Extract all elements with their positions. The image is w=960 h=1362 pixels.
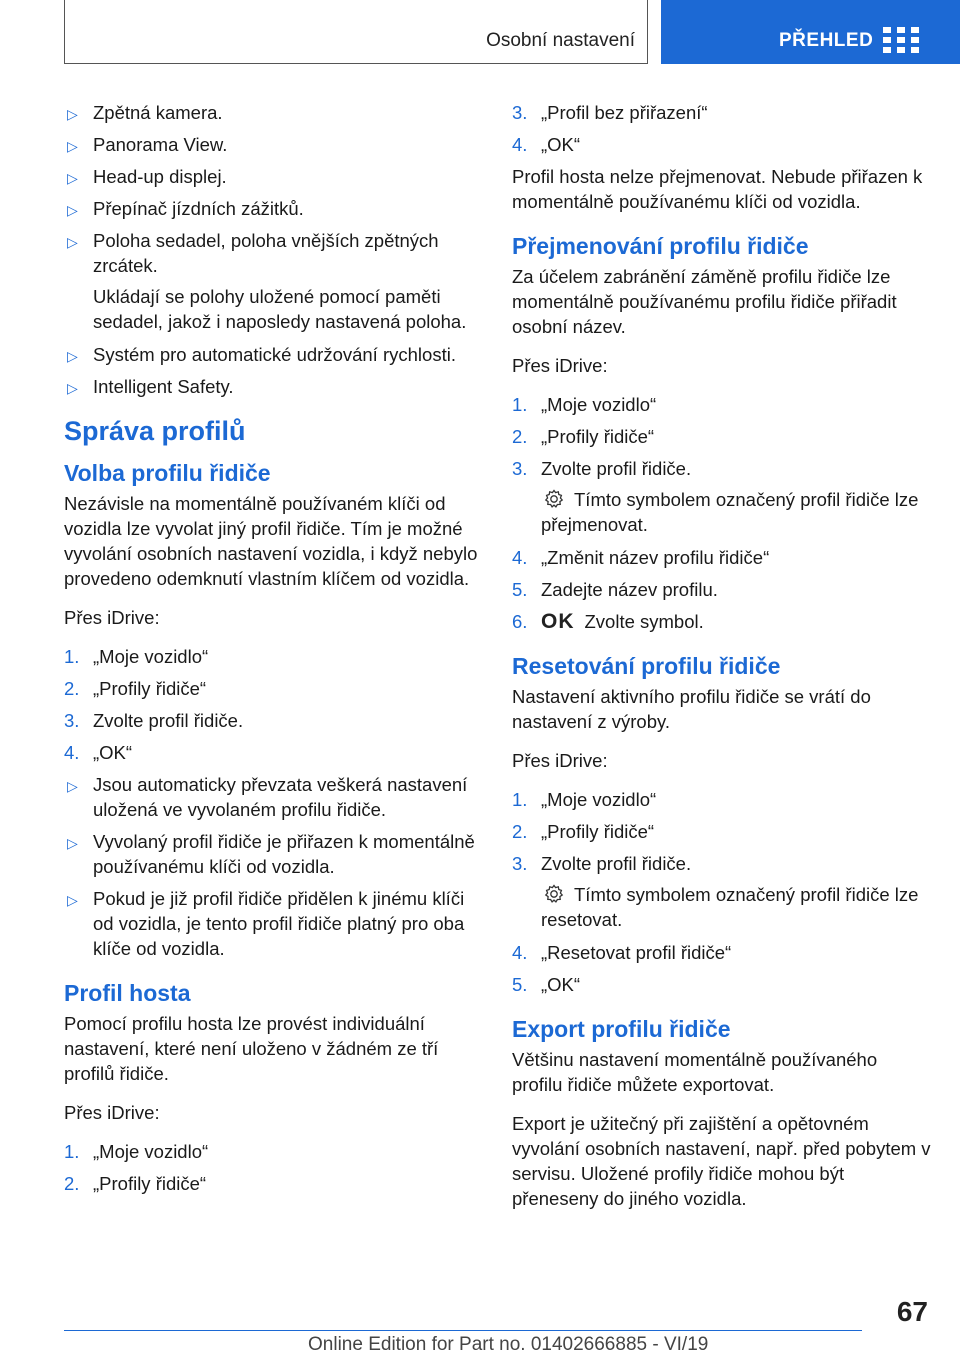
step-item: 4. „Resetovat profil řidiče“ [512,942,732,963]
list-item: ▷ Přepínač jízdních zážitků. [64,196,484,221]
triangle-icon: ▷ [67,202,78,218]
result-item: ▷ Vyvolaný profil řidiče je přiřazen k momentálně používanému klíči od vozidla. [67,831,475,877]
section-tab [64,0,648,64]
step-item: 3. Zvolte profil řidiče. [512,458,692,479]
paragraph: Většinu nastavení momentálně používaného profilu řidiče můžete exportovat. [512,1049,878,1095]
section-heading: Export profilu řidiče [512,1016,731,1042]
result-item: ▷ Jsou automaticky převzata veškerá nastavení uložená ve vyvolaném profilu řidiče. [67,774,468,820]
paragraph: Přes iDrive: [64,1102,160,1123]
section-heading: Přejmenování profilu řidiče [512,233,809,259]
section-heading: Volba profilu řidiče [64,460,271,486]
triangle-icon: ▷ [67,835,78,851]
triangle-icon: ▷ [67,234,78,250]
page-number: 67 [896,1296,928,1327]
step-item: 1. „Moje vozidlo“ [64,1141,209,1162]
list-item: ▷ Panorama View. [64,132,484,157]
triangle-icon: ▷ [67,170,78,186]
step-item: 4. „OK“ [64,742,133,763]
paragraph: Přes iDrive: [512,355,608,376]
triangle-icon: ▷ [67,380,78,396]
list-item: ▷ Intelligent Safety. [64,374,484,399]
gear-icon [543,488,565,510]
step-item: 2. „Profily řidiče“ [512,426,655,447]
step-item: 1. „Moje vozidlo“ [512,789,657,810]
paragraph: Export je užitečný při zajištění a opětovném vyvolání osobních nastavení, např. před pobytem v servisu. Uložené profily řidiče mohou být přeneseny do jiného vozidla. [512,1113,931,1209]
section-heading: Resetování profilu řidiče [512,653,781,679]
right-column [512,100,932,1225]
triangle-icon: ▷ [67,138,78,154]
section-title: Osobní nastavení [486,30,635,51]
list-item: ▷ Poloha sedadel, poloha vnějších zpětných zrcátek. [67,230,439,276]
step-item: 1. „Moje vozidlo“ [512,394,657,415]
step-item: 5. Zadejte název profilu. [512,579,718,600]
list-item: ▷ Head-up displej. [64,164,484,189]
section-heading: Profil hosta [64,980,191,1006]
bullet-note: Ukládají se polohy uložené pomocí paměti sedadel, jakož i naposledy nastavená poloha. [93,286,467,332]
left-column [64,100,484,1203]
step-item: 2. „Profily řidiče“ [512,821,655,842]
symbol-note: Tímto symbolem označený profil řidiče lze přejmenovat. [541,489,919,535]
triangle-icon: ▷ [67,348,78,364]
edition-note: Online Edition for Part no. 01402666885 - VI/19 [308,1334,709,1355]
list-item: ▷ Zpětná kamera. [64,100,484,125]
result-item: ▷ Pokud je již profil řidiče přidělen k jinému klíči od vozidla, je tento profil řidiče platný pro oba klíče od vozidla. [67,888,465,959]
paragraph: Pomocí profilu hosta lze provést individuální nastavení, které není uloženo v žádném ze tří profilů řidiče. [64,1013,439,1084]
step-item: 2. „Profily řidiče“ [64,1173,207,1194]
step-item: 6. OK Zvolte symbol. [512,610,704,633]
symbol-note: Tímto symbolem označený profil řidiče lze resetovat. [541,884,919,930]
grid-icon [883,27,919,53]
step-item: 2. „Profily řidiče“ [64,678,207,699]
overview-label: PŘEHLED [779,30,874,51]
paragraph: Přes iDrive: [512,750,608,771]
overview-button[interactable] [661,0,960,64]
paragraph: Přes iDrive: [64,607,160,628]
step-item: 1. „Moje vozidlo“ [64,646,209,667]
step-item: 3. „Profil bez přiřazení“ [512,102,708,123]
paragraph: Profil hosta nelze přejmenovat. Nebude přiřazen k momentálně používanému klíči od vozidla. [512,166,923,212]
paragraph: Za účelem zabránění záměně profilu řidiče lze momentálně používanému profilu řidiče přiřadit osobní název. [512,266,897,337]
ok-symbol-icon: OK [541,610,575,633]
step-item: 3. Zvolte profil řidiče. [64,710,244,731]
gear-icon [543,883,565,905]
step-item: 4. „OK“ [512,134,581,155]
list-item: ▷ Systém pro automatické udržování rychlosti. [64,342,484,367]
paragraph: Nezávisle na momentálně používaném klíči od vozidla lze vyvolat jiný profil řidiče. Tím je možné vyvolání osobních nastavení vozidla, i když nebylo provedeno odemknutí vlastním klíčem od vozidla. [64,493,478,589]
triangle-icon: ▷ [67,106,78,122]
page-heading: Správa profilů [64,416,246,446]
step-item: 4. „Změnit název profilu řidiče“ [512,547,770,568]
footer-divider [64,1330,862,1331]
paragraph: Nastavení aktivního profilu řidiče se vrátí do nastavení z výroby. [512,686,871,732]
triangle-icon: ▷ [67,892,78,908]
triangle-icon: ▷ [67,778,78,794]
step-item: 5. „OK“ [512,974,581,995]
step-item: 3. Zvolte profil řidiče. [512,853,692,874]
